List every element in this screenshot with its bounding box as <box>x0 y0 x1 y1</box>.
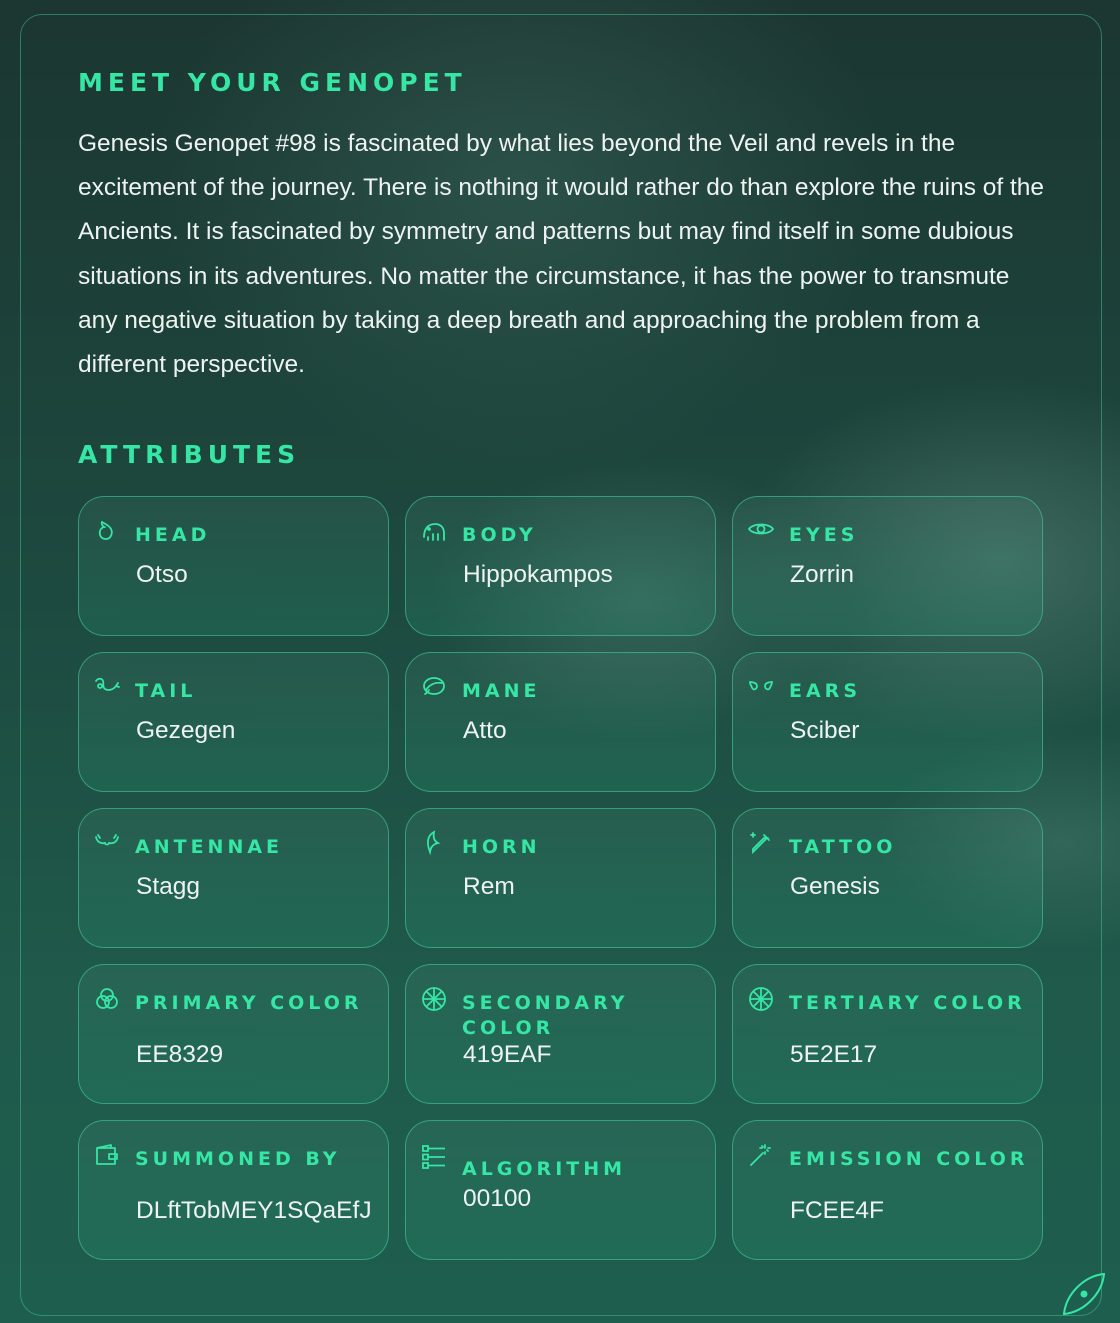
attribute-value[interactable]: DLftTobMEY1SQaEfJ <box>136 1197 372 1224</box>
attribute-card-tertiary-color <box>732 964 1043 1104</box>
attribute-label: TATTOO <box>789 836 897 858</box>
attribute-label: HEAD <box>135 524 211 546</box>
color-wheel-icon <box>420 985 448 1013</box>
tail-icon <box>93 673 121 701</box>
attribute-label: SECONDARY COLOR <box>462 992 629 1039</box>
genopet-description: Genesis Genopet #98 is fascinated by what lies beyond the Veil and revels in the excitement of the journey. There is nothing it would rather do than explore the ruins of the Ancients. It is fascinated by symmetry and patterns but may find itself in some dubious situations in its adventures. No matter the circumstance, it has the power to transmute any negative situation by taking a deep breath and approaching the problem from a different perspective. <box>78 130 1045 379</box>
attribute-label: BODY <box>462 524 537 546</box>
eye-icon <box>747 517 775 545</box>
attribute-card-secondary-color <box>405 964 716 1104</box>
attribute-value: 419EAF <box>463 1041 552 1068</box>
attribute-value: 5E2E17 <box>790 1041 878 1068</box>
attribute-value: Otso <box>136 561 188 588</box>
color-wheel-icon <box>747 985 775 1013</box>
attribute-label: TAIL <box>135 680 197 702</box>
attribute-card-ears <box>732 652 1043 792</box>
attribute-card-mane <box>405 652 716 792</box>
tattoo-icon <box>747 829 775 857</box>
attribute-label: ANTENNAE <box>135 836 284 858</box>
attribute-card-tattoo <box>732 808 1043 948</box>
attribute-label: EMISSION COLOR <box>789 1148 1029 1170</box>
mane-icon <box>420 673 448 701</box>
genopets-logo-icon <box>1058 1268 1108 1318</box>
attributes-heading: ATTRIBUTES <box>78 440 301 469</box>
attribute-card-emission-color <box>732 1120 1043 1260</box>
attribute-card-tail <box>78 652 389 792</box>
attribute-label: EARS <box>789 680 861 702</box>
attribute-card-antennae <box>78 808 389 948</box>
wallet-icon <box>93 1141 121 1169</box>
attribute-label: TERTIARY COLOR <box>789 992 1026 1014</box>
attribute-label: EYES <box>789 524 859 546</box>
attribute-card-eyes <box>732 496 1043 636</box>
horn-icon <box>420 829 448 857</box>
ears-icon <box>747 673 775 701</box>
attribute-label: PRIMARY COLOR <box>135 992 363 1014</box>
attribute-value: Gezegen <box>136 717 236 744</box>
attribute-value: EE8329 <box>136 1041 224 1068</box>
attribute-label: HORN <box>462 836 541 858</box>
attribute-value: 00100 <box>463 1185 532 1212</box>
algorithm-icon <box>420 1143 448 1171</box>
attributes-grid <box>78 496 1043 1260</box>
magic-wand-icon <box>747 1141 775 1169</box>
body-icon <box>420 517 448 545</box>
attribute-card-horn <box>405 808 716 948</box>
meet-your-genopet-heading: MEET YOUR GENOPET <box>78 68 467 97</box>
attribute-value: Genesis <box>790 873 880 900</box>
attribute-value: Rem <box>463 873 515 900</box>
color-circles-icon <box>93 985 121 1013</box>
attribute-value: FCEE4F <box>790 1197 884 1224</box>
attribute-card-primary-color <box>78 964 389 1104</box>
attribute-value: Atto <box>463 717 507 744</box>
attribute-value: Stagg <box>136 873 201 900</box>
attribute-label: SUMMONED BY <box>135 1148 341 1170</box>
attribute-card-summoned-by <box>78 1120 389 1260</box>
attribute-value: Hippokampos <box>463 561 613 588</box>
antennae-icon <box>93 829 121 857</box>
attribute-card-algorithm <box>405 1120 716 1260</box>
head-icon <box>93 517 121 545</box>
attribute-card-body <box>405 496 716 636</box>
attribute-card-head <box>78 496 389 636</box>
attribute-label: ALGORITHM <box>462 1158 627 1180</box>
attribute-value: Sciber <box>790 717 860 744</box>
attribute-label: MANE <box>462 680 541 702</box>
attribute-value: Zorrin <box>790 561 854 588</box>
